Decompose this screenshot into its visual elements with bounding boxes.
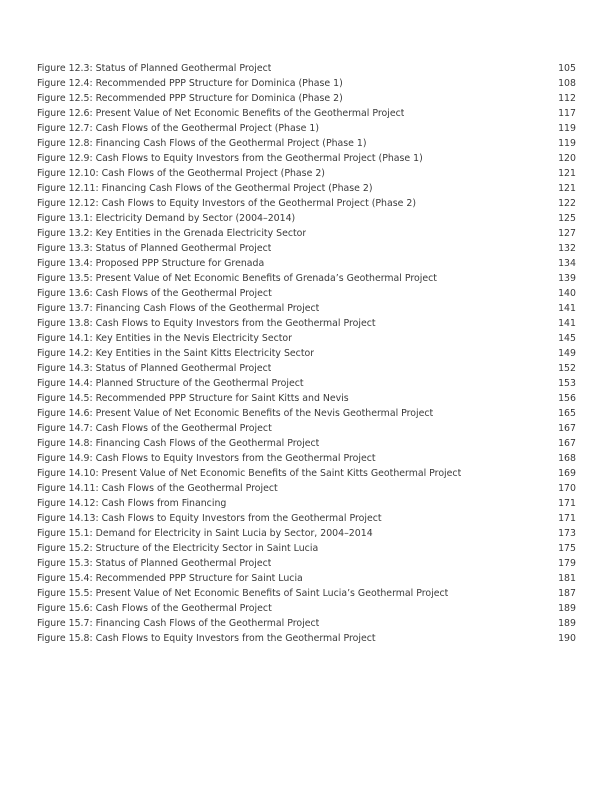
toc-entry-page-number: 149 <box>558 348 576 359</box>
toc-entry-page-number: 167 <box>558 438 576 449</box>
toc-entry-page-number: 108 <box>558 78 576 89</box>
toc-entry-page-number: 175 <box>558 543 576 554</box>
toc-entry-title: Figure 12.4: Recommended PPP Structure for Dominica (Phase 1) <box>37 78 343 89</box>
toc-entry-title: Figure 14.7: Cash Flows of the Geothermal Project <box>37 423 272 434</box>
toc-entry-page-number: 153 <box>558 378 576 389</box>
toc-entry-title: Figure 14.2: Key Entities in the Saint Kitts Electricity Sector <box>37 348 315 359</box>
toc-entry[interactable] <box>37 526 576 541</box>
toc-entry[interactable] <box>37 241 576 256</box>
toc-entry-page-number: 189 <box>558 603 576 614</box>
toc-entry[interactable] <box>37 541 576 556</box>
toc-entry[interactable] <box>37 301 576 316</box>
toc-entry-title: Figure 14.11: Cash Flows of the Geothermal Project <box>37 483 278 494</box>
toc-entry-title: Figure 13.4: Proposed PPP Structure for Grenada <box>37 258 265 269</box>
toc-entry[interactable] <box>37 571 576 586</box>
toc-entry[interactable] <box>37 256 576 271</box>
toc-entry-title: Figure 13.7: Financing Cash Flows of the Geothermal Project <box>37 303 320 314</box>
toc-entry-title: Figure 12.3: Status of Planned Geothermal Project <box>37 63 272 74</box>
toc-entry-title: Figure 12.5: Recommended PPP Structure for Dominica (Phase 2) <box>37 93 343 104</box>
toc-entry-page-number: 168 <box>558 453 576 464</box>
toc-entry-title: Figure 15.1: Demand for Electricity in Saint Lucia by Sector, 2004–2014 <box>37 528 373 539</box>
toc-entry[interactable] <box>37 406 576 421</box>
toc-entry[interactable] <box>37 61 576 76</box>
toc-entry-title: Figure 14.5: Recommended PPP Structure for Saint Kitts and Nevis <box>37 393 349 404</box>
toc-entry-page-number: 152 <box>558 363 576 374</box>
toc-entry-page-number: 105 <box>558 63 576 74</box>
toc-entry-page-number: 122 <box>558 198 576 209</box>
toc-entry[interactable] <box>37 391 576 406</box>
toc-entry[interactable] <box>37 316 576 331</box>
toc-entry-page-number: 170 <box>558 483 576 494</box>
toc-entry-title: Figure 14.1: Key Entities in the Nevis Electricity Sector <box>37 333 293 344</box>
toc-entry-page-number: 119 <box>558 138 576 149</box>
toc-entry-title: Figure 14.6: Present Value of Net Economic Benefits of the Nevis Geothermal Project <box>37 408 434 419</box>
toc-entry-page-number: 171 <box>558 498 576 509</box>
toc-entry-page-number: 119 <box>558 123 576 134</box>
toc-entry-title: Figure 15.6: Cash Flows of the Geothermal Project <box>37 603 272 614</box>
toc-entry-title: Figure 14.13: Cash Flows to Equity Investors from the Geothermal Project <box>37 513 382 524</box>
toc-entry[interactable] <box>37 376 576 391</box>
toc-entry-title: Figure 15.2: Structure of the Electricity Sector in Saint Lucia <box>37 543 319 554</box>
toc-entry[interactable] <box>37 136 576 151</box>
toc-entry[interactable] <box>37 436 576 451</box>
toc-entry-page-number: 141 <box>558 318 576 329</box>
toc-entry-title: Figure 15.7: Financing Cash Flows of the Geothermal Project <box>37 618 320 629</box>
toc-entry-title: Figure 12.9: Cash Flows to Equity Investors from the Geothermal Project (Phase 1) <box>37 153 423 164</box>
toc-entry-title: Figure 13.6: Cash Flows of the Geothermal Project <box>37 288 272 299</box>
toc-entry-title: Figure 13.1: Electricity Demand by Sector (2004–2014) <box>37 213 296 224</box>
toc-entry[interactable] <box>37 496 576 511</box>
toc-entry-title: Figure 13.2: Key Entities in the Grenada Electricity Sector <box>37 228 307 239</box>
toc-entry-title: Figure 12.10: Cash Flows of the Geothermal Project (Phase 2) <box>37 168 325 179</box>
toc-entry-title: Figure 12.12: Cash Flows to Equity Investors of the Geothermal Project (Phase 2) <box>37 198 416 209</box>
toc-entry-page-number: 121 <box>558 168 576 179</box>
toc-entry-title: Figure 12.11: Financing Cash Flows of the Geothermal Project (Phase 2) <box>37 183 373 194</box>
toc-entry-title: Figure 12.8: Financing Cash Flows of the Geothermal Project (Phase 1) <box>37 138 367 149</box>
toc-entry[interactable] <box>37 511 576 526</box>
toc-entry-page-number: 127 <box>558 228 576 239</box>
toc-entry[interactable] <box>37 76 576 91</box>
toc-entry[interactable] <box>37 421 576 436</box>
toc-entry-title: Figure 14.4: Planned Structure of the Geothermal Project <box>37 378 304 389</box>
toc-entry[interactable] <box>37 481 576 496</box>
toc-entry-page-number: 171 <box>558 513 576 524</box>
toc-entry[interactable] <box>37 631 576 646</box>
toc-entry-title: Figure 13.3: Status of Planned Geothermal Project <box>37 243 272 254</box>
toc-entry[interactable] <box>37 466 576 481</box>
toc-entry-title: Figure 13.5: Present Value of Net Economic Benefits of Grenada’s Geothermal Project <box>37 273 437 284</box>
toc-entry-title: Figure 13.8: Cash Flows to Equity Investors from the Geothermal Project <box>37 318 376 329</box>
toc-entry-page-number: 189 <box>558 618 576 629</box>
toc-entry[interactable] <box>37 451 576 466</box>
toc-entry-page-number: 141 <box>558 303 576 314</box>
toc-entry-page-number: 134 <box>558 258 576 269</box>
toc-entry-page-number: 167 <box>558 423 576 434</box>
toc-entry[interactable] <box>37 166 576 181</box>
toc-entry[interactable] <box>37 181 576 196</box>
toc-entry-page-number: 181 <box>558 573 576 584</box>
toc-entry-page-number: 173 <box>558 528 576 539</box>
toc-entry-page-number: 121 <box>558 183 576 194</box>
toc-entry-page-number: 156 <box>558 393 576 404</box>
toc-entry-title: Figure 15.8: Cash Flows to Equity Investors from the Geothermal Project <box>37 633 376 644</box>
toc-entry-page-number: 112 <box>558 93 576 104</box>
toc-entry-title: Figure 14.8: Financing Cash Flows of the Geothermal Project <box>37 438 320 449</box>
toc-entry-title: Figure 15.3: Status of Planned Geothermal Project <box>37 558 272 569</box>
toc-entry[interactable] <box>37 226 576 241</box>
toc-entry[interactable] <box>37 196 576 211</box>
toc-entry-page-number: 179 <box>558 558 576 569</box>
toc-entry-title: Figure 15.4: Recommended PPP Structure for Saint Lucia <box>37 573 303 584</box>
toc-entry-page-number: 117 <box>558 108 576 119</box>
toc-entry-page-number: 140 <box>558 288 576 299</box>
toc-entry[interactable] <box>37 91 576 106</box>
toc-entry[interactable] <box>37 361 576 376</box>
toc-entry-page-number: 165 <box>558 408 576 419</box>
toc-entry[interactable] <box>37 331 576 346</box>
toc-entry-page-number: 190 <box>558 633 576 644</box>
toc-entry-title: Figure 14.12: Cash Flows from Financing <box>37 498 227 509</box>
toc-entry[interactable] <box>37 346 576 361</box>
toc-entry[interactable] <box>37 601 576 616</box>
toc-entry[interactable] <box>37 151 576 166</box>
toc-entry[interactable] <box>37 121 576 136</box>
toc-entry-page-number: 145 <box>558 333 576 344</box>
toc-entry-page-number: 125 <box>558 213 576 224</box>
toc-entry[interactable] <box>37 271 576 286</box>
toc-entry-page-number: 169 <box>558 468 576 479</box>
toc-entry-page-number: 120 <box>558 153 576 164</box>
toc-entry-title: Figure 14.9: Cash Flows to Equity Investors from the Geothermal Project <box>37 453 376 464</box>
toc-entry[interactable] <box>37 286 576 301</box>
toc-entry-title: Figure 12.6: Present Value of Net Economic Benefits of the Geothermal Project <box>37 108 405 119</box>
toc-entry-page-number: 139 <box>558 273 576 284</box>
toc-entry-page-number: 187 <box>558 588 576 599</box>
toc-entry[interactable] <box>37 556 576 571</box>
toc-entry[interactable] <box>37 616 576 631</box>
toc-entry-title: Figure 12.7: Cash Flows of the Geothermal Project (Phase 1) <box>37 123 319 134</box>
toc-entry-title: Figure 14.10: Present Value of Net Economic Benefits of the Saint Kitts Geothermal Project <box>37 468 462 479</box>
toc-entry[interactable] <box>37 211 576 226</box>
toc-entry[interactable] <box>37 106 576 121</box>
list-of-figures <box>37 61 576 646</box>
toc-entry-page-number: 132 <box>558 243 576 254</box>
toc-entry-title: Figure 15.5: Present Value of Net Economic Benefits of Saint Lucia’s Geothermal Project <box>37 588 449 599</box>
toc-entry[interactable] <box>37 586 576 601</box>
toc-entry-title: Figure 14.3: Status of Planned Geothermal Project <box>37 363 272 374</box>
